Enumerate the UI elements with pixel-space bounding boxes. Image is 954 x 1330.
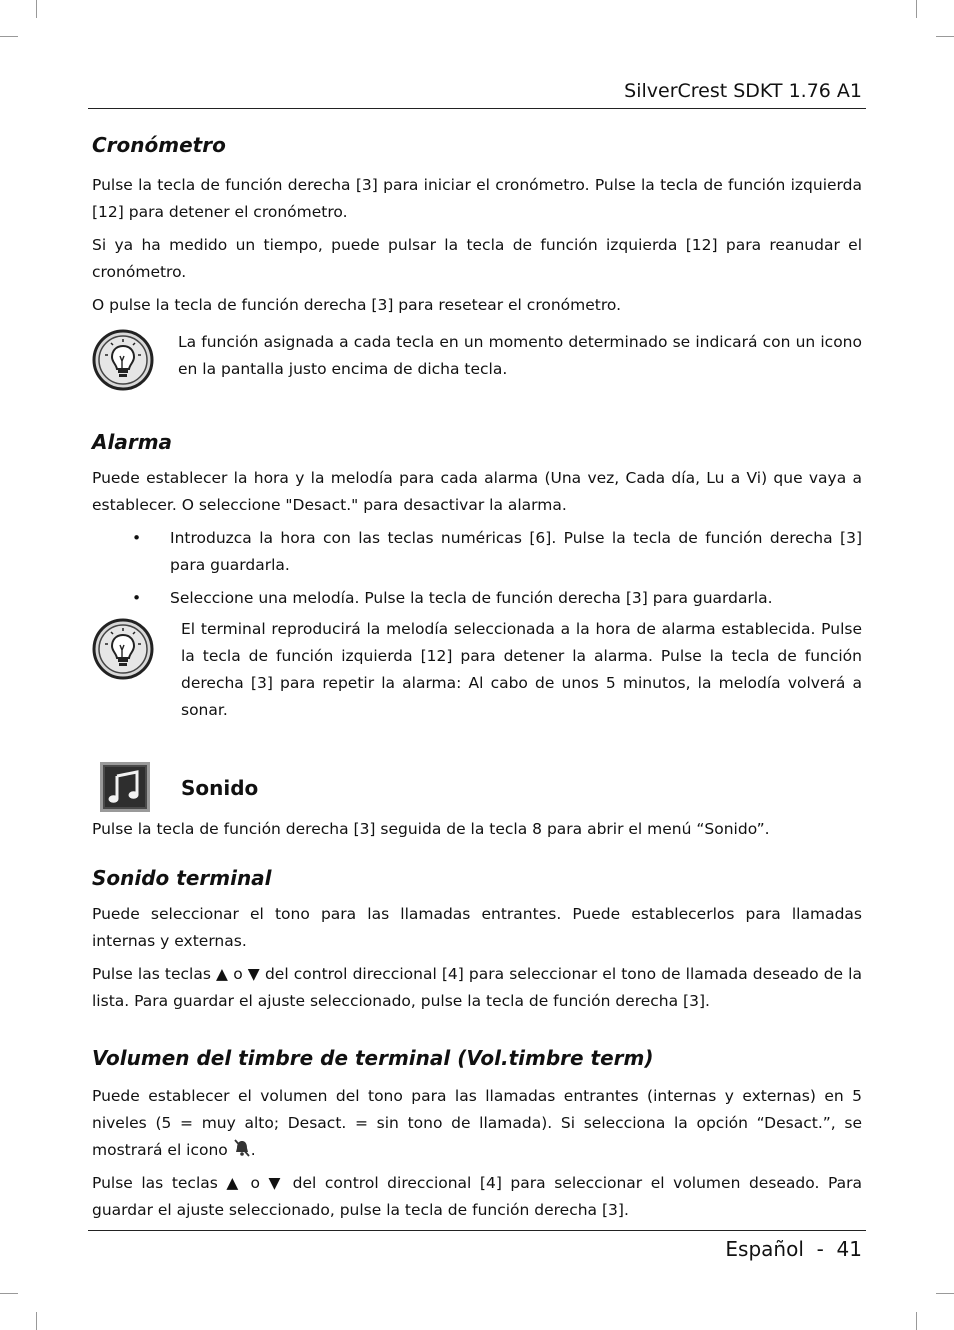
crop-mark [916,0,917,18]
crop-mark [936,36,954,37]
paragraph: Pulse las teclas ▲ o ▼ del control direccional [4] para seleccionar el tono de llamada deseado de la lista. Para guardar el ajuste seleccionado, pulse la tecla de función derecha [3]. [92,965,862,1010]
music-note-icon [100,762,150,812]
page-header [88,78,866,109]
tip-text: El terminal reproducirá la melodía seleccionada a la hora de alarma establecida. Pulse la tecla de función izquierda [12] para detener la alarma. Pulse la tecla de función derecha [3] para repetir la alarma: Al cabo de unos 5 minutos, la melodía volverá a sonar. [181,620,862,719]
document-title: SilverCrest SDKT 1.76 A1 [624,80,862,102]
section-heading-cronometro: Cronómetro [92,133,226,157]
paragraph-text: . [250,1141,256,1159]
crop-mark [36,0,37,18]
tip-note [92,329,862,393]
tip-text: La función asignada a cada tecla en un momento determinado se indicará con un icono en la pantalla justo encima de dicha tecla. [178,333,862,378]
page-number: Español - 41 [725,1237,862,1261]
paragraph: O pulse la tecla de función derecha [3] para resetear el cronómetro. [92,296,622,314]
crop-mark [0,1293,18,1294]
bullet: • [132,529,142,547]
list-item-text: Seleccione una melodía. Pulse la tecla de función derecha [3] para guardarla. [170,589,773,607]
lightbulb-icon [92,618,154,680]
list-item [92,585,862,612]
lightbulb-icon [92,329,154,391]
crop-mark [936,1293,954,1294]
paragraph: Pulse la tecla de función derecha [3] para iniciar el cronómetro. Pulse la tecla de función izquierda [12] para detener el cronómetro. [92,176,862,221]
muted-bell-icon [233,1138,251,1158]
page-footer [88,1230,866,1261]
crop-mark [0,36,18,37]
paragraph: Pulse las teclas ▲ o ▼ del control direccional [4] para seleccionar el volumen deseado. Para guardar el ajuste seleccionado, pulse la tecla de función derecha [3]. [92,1174,862,1219]
section-heading-sonido-terminal: Sonido terminal [92,866,272,890]
section-heading-sonido: Sonido [181,776,259,800]
paragraph-text: Puede establecer el volumen del tono para las llamadas entrantes (internas y externas) en 5 niveles (5 = muy alto; Desact. = sin tono de llamada). Si selecciona la opción “Desact.”, se mostrará el icono [92,1087,862,1159]
paragraph: Puede establecer la hora y la melodía para cada alarma (Una vez, Cada día, Lu a Vi) que vaya a establecer. O seleccione "Desact." para desactivar la alarma. [92,469,862,514]
bullet: • [132,589,142,607]
page-content [92,128,862,1224]
crop-mark [36,1312,37,1330]
sonido-header [92,762,862,814]
section-heading-volumen: Volumen del timbre de terminal (Vol.timbre term) [92,1046,654,1070]
paragraph: Si ya ha medido un tiempo, puede pulsar la tecla de función izquierda [12] para reanudar el cronómetro. [92,236,862,281]
list-item-text: Introduzca la hora con las teclas numéricas [6]. Pulse la tecla de función derecha [3] para guardarla. [170,529,862,574]
section-heading-alarma: Alarma [92,430,173,454]
crop-mark [916,1312,917,1330]
tip-note [92,616,862,724]
list-item [92,525,862,579]
paragraph: Puede seleccionar el tono para las llamadas entrantes. Puede establecerlos para llamadas internas y externas. [92,905,862,950]
paragraph [92,1083,862,1164]
paragraph: Pulse la tecla de función derecha [3] seguida de la tecla 8 para abrir el menú “Sonido”. [92,820,770,838]
